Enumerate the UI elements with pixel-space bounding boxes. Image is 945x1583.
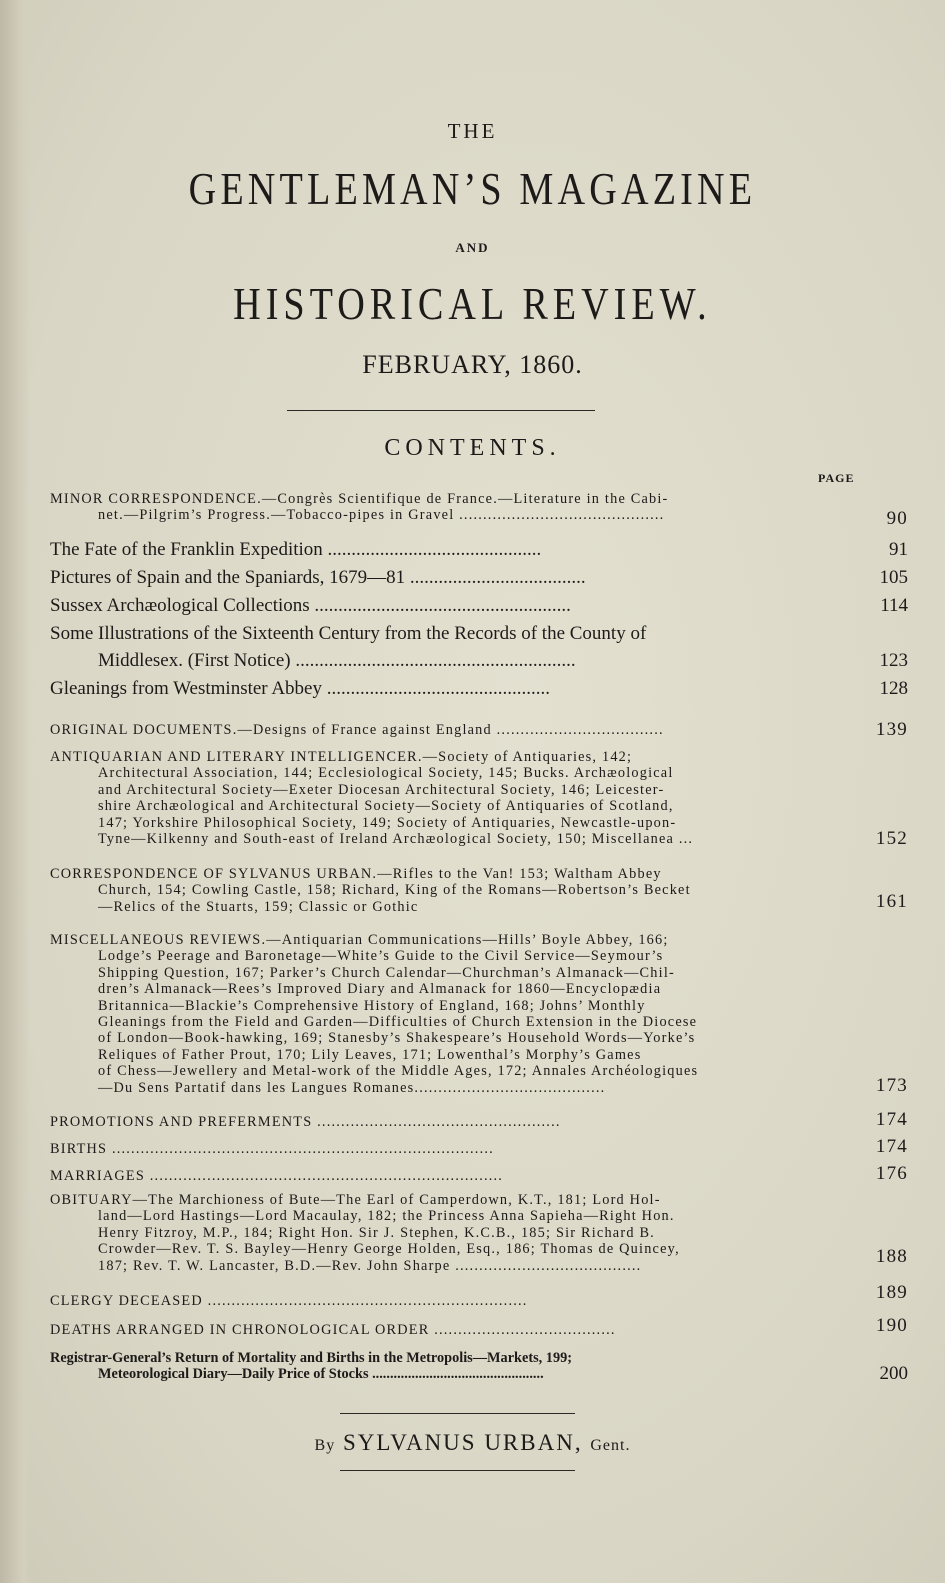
entry-line: Tyne—Kilkenny and South-east of Ireland Archæological Society, 150; Miscellanea ... [98,831,694,848]
toc-entry [50,620,908,674]
entry-line: BIRTHS ................................................................................ [50,1141,494,1157]
entry-line: MINOR CORRESPONDENCE.—Congrès Scientifique de France.—Literature in the Cabi- [50,491,669,507]
entry-page: 188 [875,1246,908,1267]
entry-line: land—Lord Hastings—Lord Macaulay, 182; the Princess Anna Sapieha—Right Hon. [98,1208,675,1225]
entry-line: OBITUARY—The Marchioness of Bute—The Earl of Camperdown, K.T., 181; Lord Hol- [50,1192,661,1208]
entry-page: 128 [879,678,908,699]
toc-entry [50,592,908,619]
entry-line: shire Archæological and Architectural Society—Society of Antiquaries of Scotland, [98,798,674,815]
entry-page: 189 [875,1282,908,1303]
entry-line: Pictures of Spain and the Spaniards, 1679—81 ..................................... [50,567,586,588]
entry-line: Sussex Archæological Collections ...................................................... [50,595,571,616]
entry-page: 173 [875,1075,908,1096]
entry-page: 90 [886,508,908,529]
entry-page: 139 [875,719,908,740]
entry-line: CORRESPONDENCE OF SYLVANUS URBAN.—Rifles to the Van! 153; Waltham Abbey [50,866,662,882]
entry-line: Some Illustrations of the Sixteenth Century from the Records of the County of [50,623,647,644]
byline-name: SYLVANUS URBAN, [342,1430,583,1455]
entry-page: 105 [879,567,908,588]
entry-page: 176 [875,1163,908,1184]
toc-entry [50,749,908,849]
entry-line: dren’s Almanack—Rees’s Improved Diary and Almanack for 1860—Encyclopædia [98,981,662,998]
byline [0,1430,945,1456]
entry-line: Gleanings from Westminster Abbey ............................................... [50,678,550,699]
entry-page: 174 [875,1109,908,1130]
entry-page: 174 [875,1136,908,1157]
entry-line: MARRIAGES .......................................................................... [50,1168,504,1184]
entry-line: —Relics of the Stuarts, 159; Classic or Gothic [98,898,419,915]
entry-page: 190 [875,1315,908,1336]
entry-line: PROMOTIONS AND PREFERMENTS ................................................... [50,1114,561,1130]
toc-entry [50,491,908,529]
toc-entry [50,719,908,740]
entry-line: Crowder—Rev. T. S. Bayley—Henry George Holden, Esq., 186; Thomas de Quincey, [98,1241,680,1258]
entry-page: 161 [875,891,908,912]
header-and: AND [455,240,490,255]
header-the: THE [447,119,498,143]
toc-entry [50,564,908,591]
entry-line: net.—Pilgrim’s Progress.—Tobacco-pipes in Gravel ........................................... [98,507,665,524]
binding-gutter [0,0,30,1583]
entry-line: Gleanings from the Field and Garden—Difficulties of Church Extension in the Diocese [98,1014,698,1031]
toc-entry [50,866,908,915]
issue-date: FEBRUARY, 1860. [362,350,583,379]
entry-line: 187; Rev. T. W. Lancaster, B.D.—Rev. John Sharpe ....................................... [98,1257,642,1274]
byline-divider-top [340,1413,575,1414]
entry-line: Meteorological Diary—Daily Price of Stocks ................................................ [98,1366,544,1383]
magazine-title: GENTLEMAN’S MAGAZINE [188,163,757,214]
historical-review-title: HISTORICAL REVIEW. [233,278,712,329]
contents-heading: CONTENTS. [384,435,561,461]
toc-entry [50,932,908,1096]
entry-line: Shipping Question, 167; Parker’s Church Calendar—Churchman’s Almanack—Chil- [98,964,675,981]
entry-page: 91 [889,539,908,560]
entry-line: of London—Book-hawking, 169; Stanesby’s Shakespeare’s Household Words—Yorke’s [98,1030,696,1047]
entry-page: 152 [875,828,908,849]
entry-line: 147; Yorkshire Philosophical Society, 149; Society of Antiquaries, Newcastle-upon- [98,814,677,831]
entry-page: 114 [880,595,908,616]
toc-entry [50,1109,908,1130]
entry-line: Middlesex. (First Notice) ........................................................... [98,650,576,671]
toc-entry [50,1136,908,1157]
entry-line: Reliques of Father Prout, 170; Lily Leaves, 171; Lowenthal’s Morphy’s Games [98,1046,642,1063]
entry-line: ANTIQUARIAN AND LITERARY INTELLIGENCER.—Society of Antiquaries, 142; [50,749,633,765]
entry-line: DEATHS ARRANGED IN CHRONOLOGICAL ORDER ...................................... [50,1322,616,1338]
toc-entry [50,1315,908,1338]
toc-entry [50,536,908,563]
entry-line: Lodge’s Peerage and Baronetage—White’s Guide to the Civil Service—Seymour’s [98,948,664,965]
toc-entry [50,675,908,702]
entry-page: 123 [879,650,908,671]
entry-line: ORIGINAL DOCUMENTS.—Designs of France against England ................................... [50,722,664,738]
byline-title: Gent. [590,1437,631,1454]
entry-line: Britannica—Blackie’s Comprehensive History of England, 168; Johns’ Monthly [98,997,646,1014]
entry-line: MISCELLANEOUS REVIEWS.—Antiquarian Communications—Hills’ Boyle Abbey, 166; [50,932,669,948]
toc-entry [50,1350,908,1384]
entry-line: Registrar-General’s Return of Mortality and Births in the Metropolis—Markets, 199; [50,1350,573,1366]
entry-page: 200 [879,1363,908,1384]
entry-line: —Du Sens Partatif dans les Langues Romanes........................................ [98,1079,606,1096]
entry-line: Church, 154; Cowling Castle, 158; Richard, King of the Romans—Robertson’s Becket [98,882,691,899]
entry-line: Architectural Association, 144; Ecclesiological Society, 145; Bucks. Archæological [98,765,674,782]
byline-by: By [314,1437,336,1454]
title-divider [287,410,595,411]
page-column-label: PAGE [818,471,855,485]
toc-entry [50,1192,908,1274]
entry-line: Henry Fitzroy, M.P., 184; Right Hon. Sir J. Stephen, K.C.B., 185; Sir Richard B. [98,1224,655,1241]
entry-line: CLERGY DECEASED ................................................................... [50,1293,528,1309]
entry-line: of Chess—Jewellery and Metal-work of the Middle Ages, 172; Annales Archéologiques [98,1063,699,1080]
entry-line: and Architectural Society—Exeter Diocesan Architectural Society, 146; Leicester- [98,781,665,798]
toc-entry [50,1282,908,1309]
entry-line: The Fate of the Franklin Expedition ............................................. [50,539,542,560]
byline-divider-bottom [340,1470,575,1471]
toc-entry [50,1163,908,1184]
